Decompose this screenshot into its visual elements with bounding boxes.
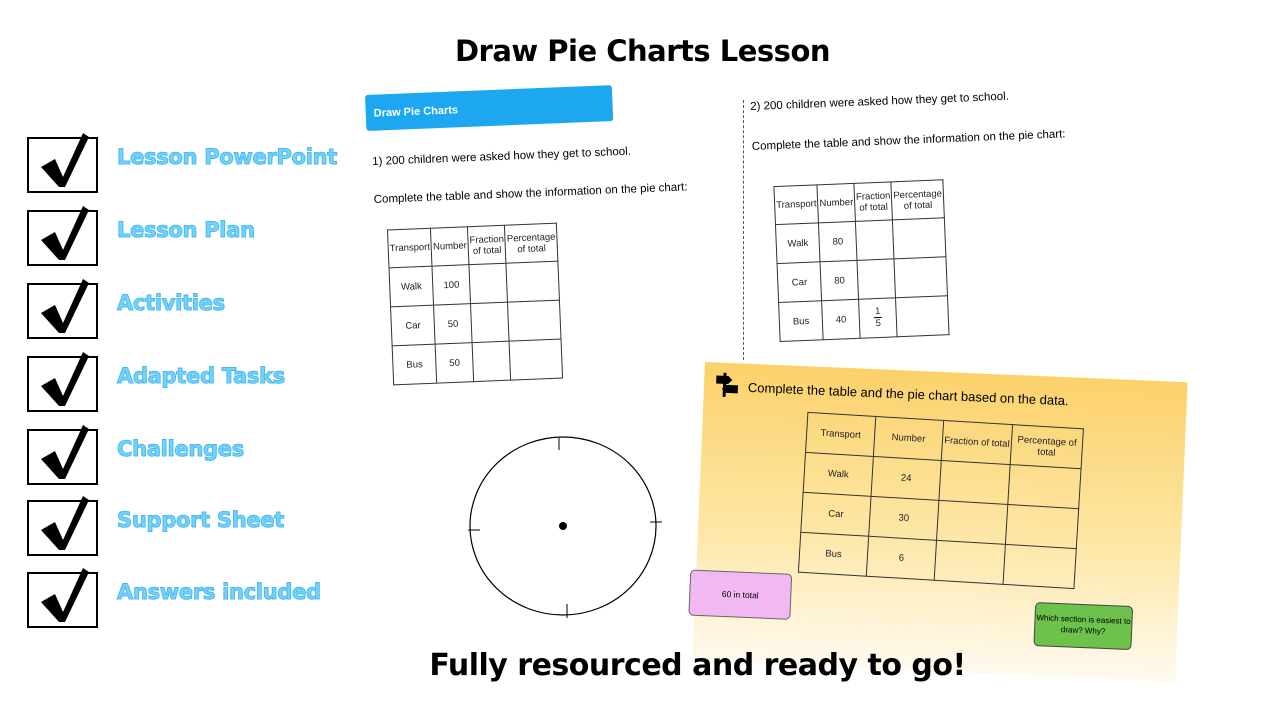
- table-header: Number: [431, 227, 469, 266]
- slide-preview: [692, 362, 1187, 682]
- table-cell: Walk: [389, 266, 434, 307]
- question-2-table: [773, 179, 949, 342]
- fraction-numerator: 1: [874, 305, 881, 318]
- table-cell: [896, 296, 949, 337]
- table-cell: 50: [435, 343, 473, 383]
- table-header: Fraction of total: [941, 421, 1012, 465]
- table-header: Number: [817, 183, 855, 222]
- checklist-label: Lesson PowerPoint: [117, 145, 338, 169]
- table-cell: [508, 300, 561, 341]
- checkbox: [27, 137, 98, 193]
- checkbox: [27, 429, 98, 485]
- checkmark-icon: [35, 271, 95, 337]
- table-cell: [509, 339, 562, 380]
- table-cell: Car: [801, 492, 871, 536]
- speech-bubble-question: Which section is easiest to draw? Why?: [1033, 602, 1133, 650]
- table-cell: [469, 263, 508, 303]
- checklist-label: Adapted Tasks: [117, 364, 285, 388]
- question-1-table: [387, 223, 563, 386]
- signpost-icon: [713, 370, 740, 399]
- table-cell: [1003, 544, 1076, 588]
- table-row: [392, 339, 562, 385]
- table-cell: 100: [432, 265, 470, 305]
- slide-table: [798, 412, 1084, 589]
- checkmark-icon: [35, 417, 95, 483]
- checkmark-icon: [35, 488, 95, 554]
- table-cell: 30: [869, 496, 939, 540]
- table-cell: [1008, 465, 1081, 509]
- footer-tagline: Fully resourced and ready to go!: [429, 648, 966, 683]
- question-1-line-2: Complete the table and show the information on the pie chart:: [373, 181, 688, 206]
- table-header: Percentage of total: [891, 180, 944, 220]
- table-header: Transport: [806, 412, 876, 456]
- center-dot: [559, 522, 567, 530]
- checkmark-icon: [35, 560, 95, 626]
- question-2-line-1: 2) 200 children were asked how they get to school.: [750, 90, 1010, 113]
- table-row: [777, 257, 947, 303]
- table-header: Percentage of total: [505, 223, 558, 263]
- table-cell: Bus: [779, 301, 824, 342]
- worksheet-divider: [743, 100, 744, 360]
- table-cell: Car: [777, 262, 822, 303]
- checkbox: [27, 283, 98, 339]
- table-cell: 80: [820, 260, 858, 300]
- checkmark-icon: [35, 344, 95, 410]
- table-row: [779, 296, 949, 342]
- table-cell: 80: [819, 221, 857, 261]
- table-header: Number: [873, 416, 943, 460]
- checklist-label: Challenges: [117, 437, 244, 461]
- table-header: Percentage of total: [1010, 425, 1083, 469]
- table-cell: Walk: [775, 223, 820, 264]
- checkmark-icon: [35, 125, 95, 191]
- checkbox: [27, 210, 98, 266]
- speech-bubble-total: 60 in total: [688, 570, 792, 620]
- fraction-denominator: 5: [875, 317, 882, 330]
- worksheet-header: [365, 85, 613, 131]
- checkmark-icon: [35, 198, 95, 264]
- checkbox: [27, 500, 98, 556]
- checkbox: [27, 356, 98, 412]
- table-header: Transport: [774, 185, 819, 225]
- checkbox: [27, 572, 98, 628]
- table-cell: [937, 500, 1008, 544]
- table-cell: Bus: [392, 344, 437, 385]
- table-row: [775, 218, 945, 264]
- table-cell: [894, 257, 947, 298]
- table-cell: [934, 540, 1005, 584]
- table-cell: Car: [391, 305, 436, 346]
- table-cell: [893, 218, 946, 259]
- table-cell: Walk: [803, 452, 873, 496]
- table-header: Fraction of total: [468, 225, 507, 264]
- table-cell: [472, 341, 511, 381]
- question-1-line-1: 1) 200 children were asked how they get to school.: [372, 145, 632, 168]
- table-header: Transport: [387, 228, 432, 268]
- checklist-label: Support Sheet: [117, 508, 284, 532]
- table-cell: 40: [822, 299, 860, 339]
- blank-pie-circle: [460, 432, 670, 627]
- table-cell: [857, 259, 896, 299]
- table-row: [389, 261, 559, 307]
- table-cell: [856, 220, 895, 260]
- checklist-label: Lesson Plan: [117, 218, 255, 242]
- worksheet-header-text: Draw Pie Charts: [373, 104, 459, 120]
- table-cell: [471, 302, 510, 342]
- slide-instruction: Complete the table and the pie chart based on the data.: [747, 379, 1069, 409]
- fraction-cell: [859, 298, 898, 338]
- table-cell: 24: [871, 456, 941, 500]
- page-title: Draw Pie Charts Lesson: [454, 34, 831, 68]
- table-cell: [1005, 504, 1078, 548]
- question-2-line-2: Complete the table and show the information on the pie chart:: [751, 128, 1066, 153]
- table-cell: Bus: [798, 532, 868, 576]
- table-header: Fraction of total: [854, 182, 893, 221]
- table-row: [391, 300, 561, 346]
- checklist-label: Answers included: [117, 580, 321, 604]
- table-cell: 6: [866, 536, 936, 580]
- table-cell: 50: [434, 304, 472, 344]
- checklist-label: Activities: [117, 291, 225, 315]
- table-cell: [506, 261, 559, 302]
- table-cell: [939, 460, 1010, 504]
